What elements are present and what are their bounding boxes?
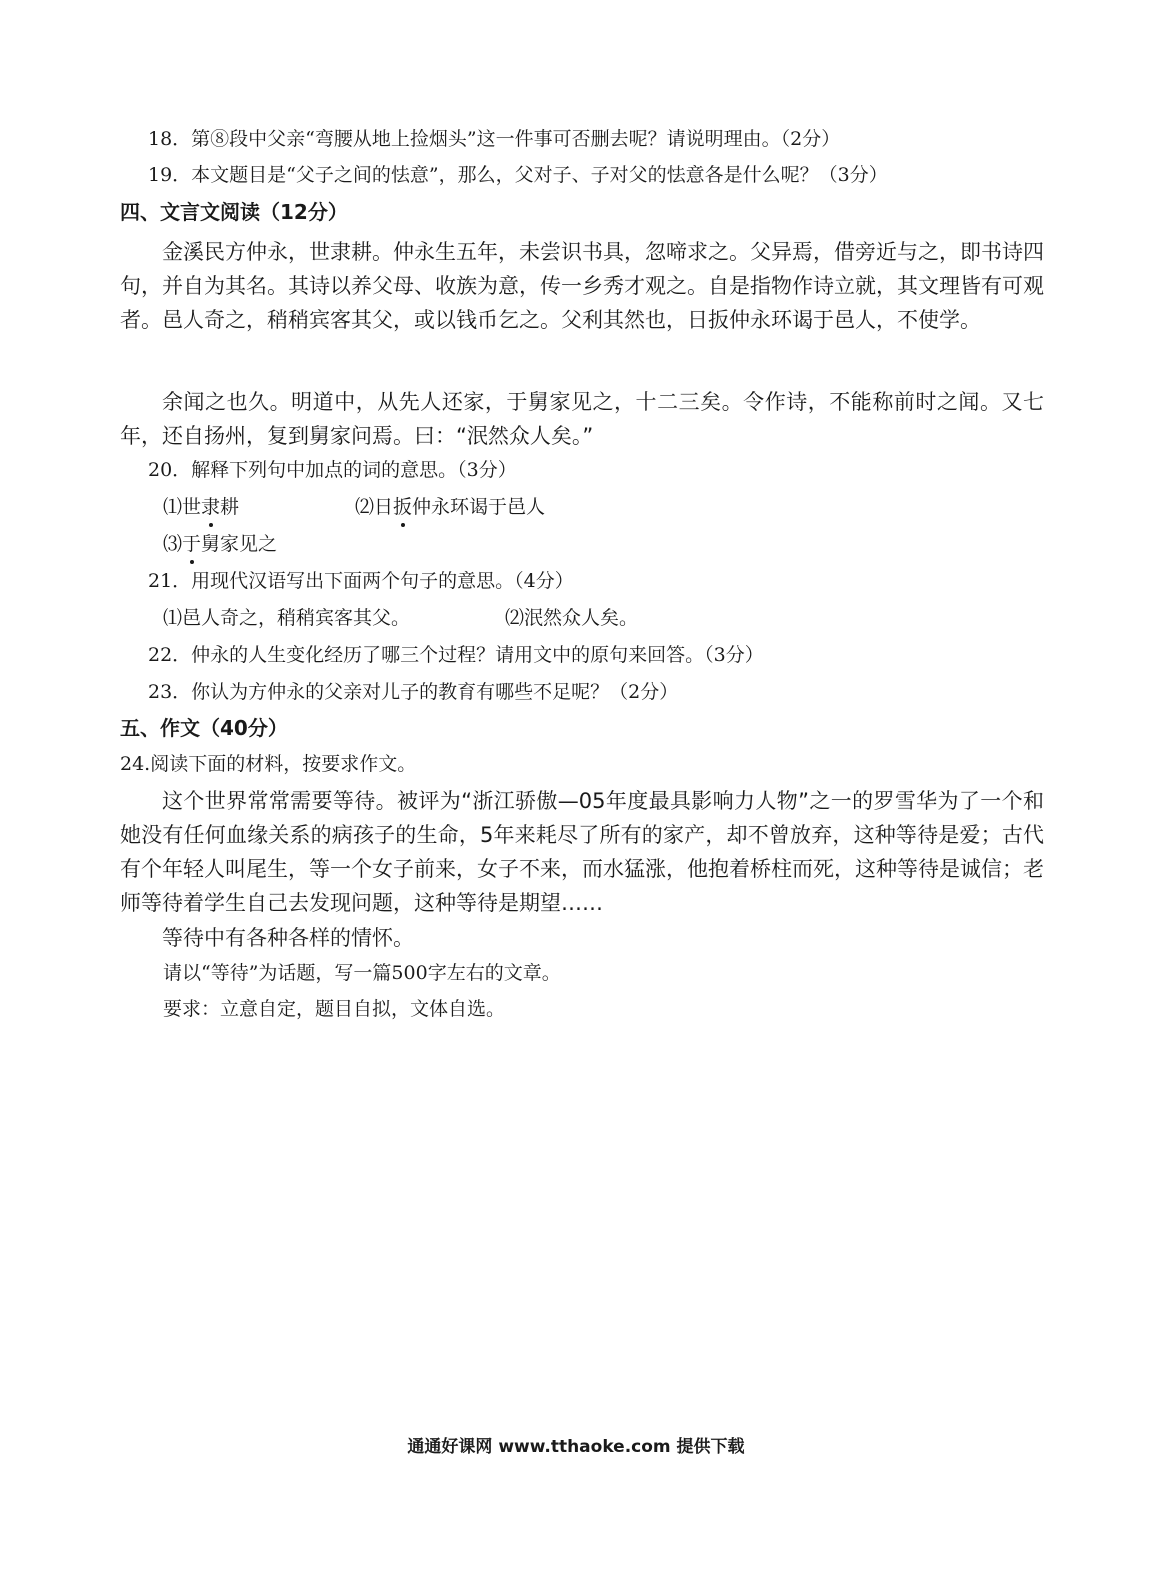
question-23: 23．你认为方仲永的父亲对儿子的教育有哪些不足呢？（2分） <box>148 681 679 703</box>
question-22: 22．仲永的人生变化经历了哪三个过程？请用文中的原句来回答。（3分） <box>148 644 764 666</box>
question-21: 21．用现代汉语写出下面两个句子的意思。（4分） <box>148 570 574 592</box>
q20-item-2-dotted-word: 扳 <box>393 496 413 518</box>
q20-item-2 <box>355 494 545 520</box>
section-4-title: 四、文言文阅读（12分） <box>120 200 348 224</box>
essay-prompt: 请以“等待”为话题，写一篇500字左右的文章。 <box>163 962 561 984</box>
page-footer: 通通好课网 www.tthaoke.com 提供下载 <box>407 1437 745 1457</box>
q20-item-1-dotted-word: 隶 <box>201 496 221 518</box>
section-5-title: 五、作文（40分） <box>120 716 288 740</box>
question-19: 19．本文题目是“父子之间的怯意”，那么，父对子、子对父的怯意各是什么呢？（3分） <box>148 164 888 186</box>
q21-item-2: ⑵泯然众人矣。 <box>505 607 639 629</box>
q20-item-1 <box>163 494 239 520</box>
q20-item-3 <box>163 531 277 557</box>
q20-item-3-pre: ⑶ <box>163 533 183 555</box>
question-20: 20．解释下列句中加点的词的意思。（3分） <box>148 459 517 481</box>
question-24: 24.阅读下面的材料，按要求作文。 <box>120 753 417 775</box>
essay-requirements: 要求：立意自定，题目自拟，文体自选。 <box>163 998 506 1020</box>
question-18: 18．第⑧段中父亲“弯腰从地上捡烟头”这一件事可否删去呢？请说明理由。（2分） <box>148 128 841 150</box>
classical-passage-paragraph-2: 余闻之也久。明道中，从先人还家，于舅家见之，十二三矣。令作诗，不能称前时之闻。又七年，还自扬州，复到舅家问焉。曰：“泯然众人矣。” <box>120 390 1044 448</box>
q21-item-1: ⑴邑人奇之，稍稍宾客其父。 <box>163 607 411 629</box>
classical-passage-paragraph-1: 金溪民方仲永，世隶耕。仲永生五年，未尝识书具，忽啼求之。父异焉，借旁近与之，即书诗四句，并自为其名。其诗以养父母、收族为意，传一乡秀才观之。自是指物作诗立就，其文理皆有可观者。邑人奇之，稍稍宾客其父，或以钱币乞之。父利其然也，日扳仲永环谒于邑人，不使学。 <box>120 240 1044 332</box>
q20-item-3-post: 舅家见之 <box>201 533 278 555</box>
q20-item-2-post: 仲永环谒于邑人 <box>412 496 546 518</box>
essay-material-closing: 等待中有各种各样的情怀。 <box>162 926 414 950</box>
q20-item-1-pre: ⑴世 <box>163 496 202 518</box>
q20-item-3-dotted-word: 于 <box>182 533 202 555</box>
essay-material-paragraph: 这个世界常常需要等待。被评为“浙江骄傲—05年度最具影响力人物”之一的罗雪华为了一个和她没有任何血缘关系的病孩子的生命，5年来耗尽了所有的家产，却不曾放弃，这种等待是爱；古代有个年轻人叫尾生，等一个女子前来，女子不来，而水猛涨，他抱着桥柱而死，这种等待是诚信；老师等待着学生自己去发现问题，这种等待是期望…… <box>120 789 1044 915</box>
q20-item-2-pre: ⑵日 <box>355 496 394 518</box>
q20-item-1-post: 耕 <box>220 496 240 518</box>
